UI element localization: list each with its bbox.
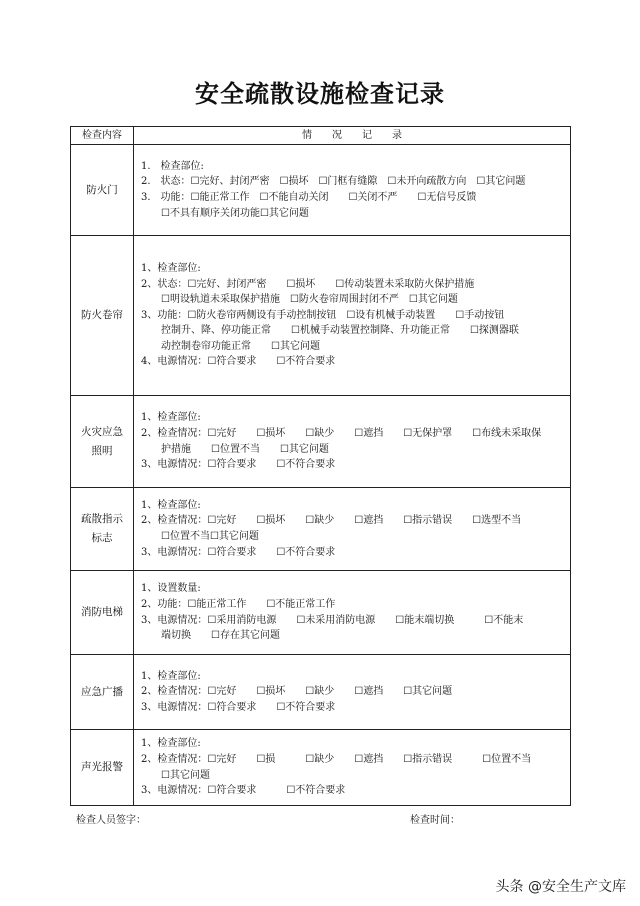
row-item-name: 疏散指示标志 (71, 488, 134, 571)
table-row (71, 236, 571, 396)
detail-line: 3、电源情况：☐符合要求 ☐不符合要求 (141, 701, 336, 713)
header-detail-text: 情 况 记 录 (302, 130, 402, 141)
table-row (71, 571, 571, 655)
detail-line: 1、检查部位: (141, 738, 201, 750)
detail-line: 1、检查部位: (141, 670, 201, 682)
detail-line: 2、检查情况：☐完好 ☐损坏 ☐缺少 ☐遮挡 ☐其它问题 (141, 686, 453, 698)
table-row (71, 730, 571, 806)
row-detail[interactable] (134, 145, 571, 236)
row-detail[interactable] (134, 488, 571, 571)
detail-line: 2、检查情况：☐完好 ☐损坏 ☐缺少 ☐遮挡 ☐无保护罩 ☐布线未采取保 (141, 427, 542, 439)
row-detail[interactable] (134, 236, 571, 396)
detail-line: 1、检查部位: (141, 499, 201, 511)
detail-line: 1、设置数量: (141, 583, 201, 595)
row-item-name: 防火门 (71, 145, 134, 236)
row-item-name: 消防电梯 (71, 571, 134, 655)
detail-line: 3、功能：☐防火卷帘两侧设有手动控制按钮 ☐设有机械手动装置 ☐手动按钮 (141, 309, 505, 321)
detail-line: 3、电源情况：☐符合要求 ☐不符合要求 (141, 546, 336, 558)
detail-line: 动控制卷帘功能正常 ☐其它问题 (141, 340, 320, 352)
detail-line: 端切换 ☐存在其它问题 (141, 630, 280, 642)
table-row (71, 145, 571, 236)
detail-line: ☐不具有顺序关闭功能☐其它问题 (141, 207, 309, 219)
table-row (71, 488, 571, 571)
detail-line: ☐其它问题 (141, 769, 210, 781)
detail-line: 2、检查情况：☐完好 ☐损坏 ☐缺少 ☐遮挡 ☐指示错误 ☐选型不当 (141, 515, 522, 527)
detail-line: 3、电源情况：☐符合要求 ☐不符合要求 (141, 459, 336, 471)
table-row (71, 655, 571, 730)
detail-line: 护措施 ☐位置不当 ☐其它问题 (141, 443, 329, 455)
detail-line: ☐位置不当☐其它问题 (141, 531, 259, 542)
table-header-row (71, 127, 571, 145)
detail-line: 3、电源情况：☐采用消防电源 ☐未采用消防电源 ☐能末端切换 ☐不能末 (141, 614, 524, 626)
row-item-name: 防火卷帘 (71, 236, 134, 396)
detail-line: ☐明设轨道未采取保护措施 ☐防火卷帘周围封闭不严 ☐其它问题 (141, 294, 458, 306)
detail-line: 2. 状态：☐完好、封闭严密 ☐损坏 ☐门框有缝隙 ☐未开向疏散方向 ☐其它问题 (141, 176, 526, 188)
detail-line: 1. 检查部位: (141, 160, 204, 172)
detail-line: 4、电源情况：☐符合要求 ☐不符合要求 (141, 356, 336, 368)
inspection-record-table (70, 126, 571, 806)
detail-line: 2、检查情况：☐完好 ☐损 ☐缺少 ☐遮挡 ☐指示错误 ☐位置不当 (141, 753, 532, 765)
watermark-text: 头条 @安全生产文库 (495, 879, 626, 895)
row-item-name: 火灾应急照明 (71, 396, 134, 488)
detail-line: 2、状态：☐完好、封闭严密 ☐损坏 ☐传动装置未采取防火保护措施 (141, 278, 475, 290)
table-row (71, 396, 571, 488)
header-item-cell: 检查内容 (71, 127, 134, 145)
row-item-name: 应急广播 (71, 655, 134, 730)
detail-line: 控制升、降、停功能正常 ☐机械手动装置控制降、升功能正常 ☐探测器联 (141, 325, 519, 337)
detail-line: 3. 功能：☐能正常工作 ☐不能自动关闭 ☐关闭不严 ☐无信号反馈 (141, 192, 477, 203)
detail-line: 3、电源情况：☐符合要求 ☐不符合要求 (141, 785, 346, 797)
row-detail[interactable] (134, 571, 571, 655)
document-title: 安全疏散设施检查记录 (195, 80, 445, 108)
detail-line: 2、功能：☐能正常工作 ☐不能正常工作 (141, 598, 336, 610)
header-detail-cell (134, 127, 571, 145)
row-detail[interactable] (134, 655, 571, 730)
row-detail[interactable] (134, 730, 571, 806)
row-item-name: 声光报警 (71, 730, 134, 806)
detail-line: 1、检查部位: (141, 412, 201, 424)
inspection-time-label: 检查时间： (410, 815, 460, 826)
detail-line: 1、检查部位: (141, 262, 201, 274)
inspector-signature-label: 检查人员签字： (76, 815, 146, 826)
row-detail[interactable] (134, 396, 571, 488)
